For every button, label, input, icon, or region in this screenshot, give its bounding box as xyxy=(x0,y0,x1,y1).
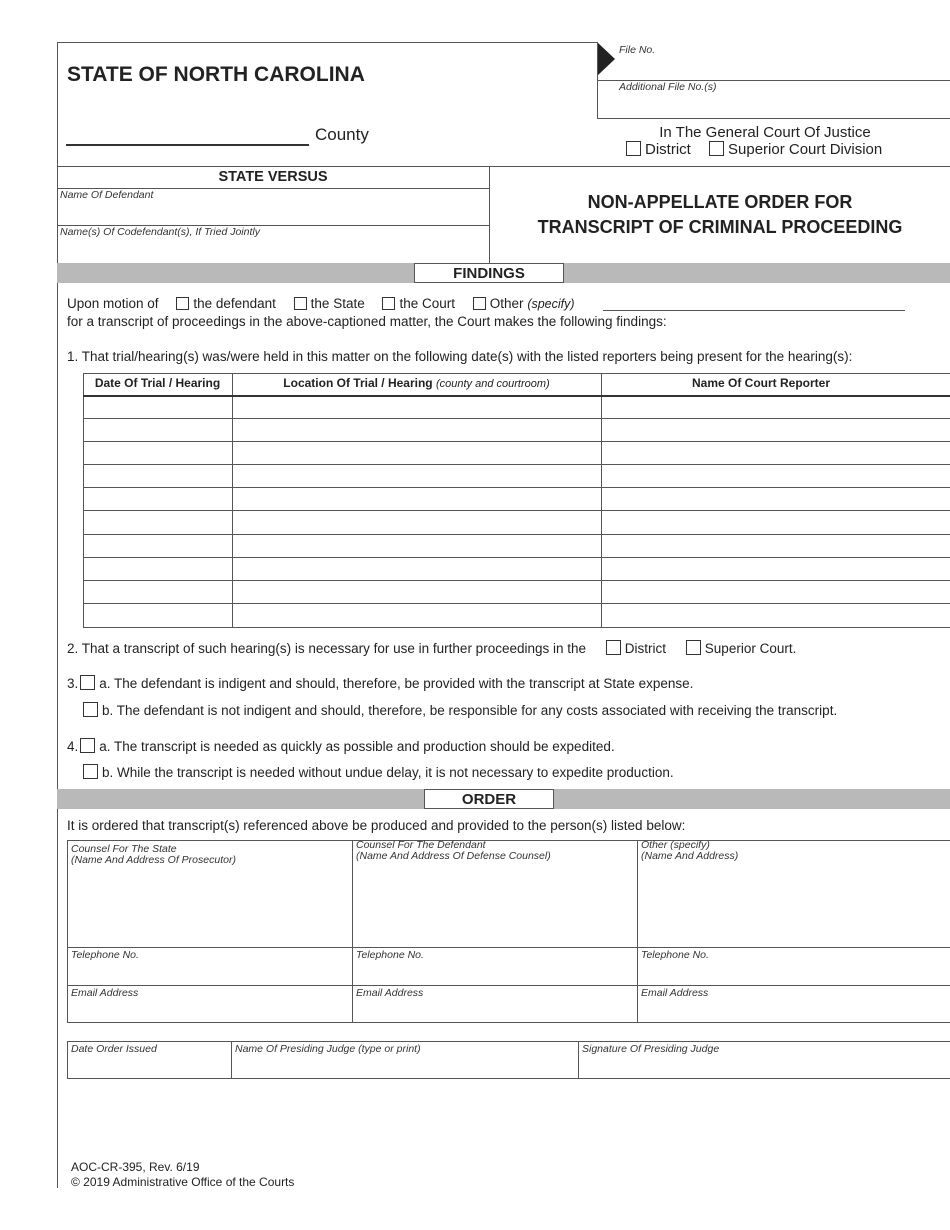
def-email-label: Email Address xyxy=(356,987,424,999)
judge-signature-field[interactable] xyxy=(581,1057,941,1076)
date-issued-field[interactable] xyxy=(70,1057,228,1076)
table-row[interactable] xyxy=(83,603,950,604)
def-email-field[interactable] xyxy=(355,1001,633,1020)
motion-court-checkbox[interactable] xyxy=(382,297,395,310)
finding-4b-checkbox[interactable] xyxy=(83,764,98,779)
state-counsel-address-field[interactable] xyxy=(70,868,348,944)
motion-other-specify: (specify) xyxy=(527,297,575,311)
motion-court-label: the Court xyxy=(399,296,456,311)
file-marker-icon xyxy=(597,42,615,76)
finding-2-text: 2. That a transcript of such hearing(s) is necessary for use in further proceedings in the xyxy=(67,641,587,656)
table-row[interactable] xyxy=(83,510,950,511)
signature-bottom-line xyxy=(67,1078,950,1079)
finding-1: 1. That trial/hearing(s) was/were held in this matter on the following date(s) with the listed reporters being present for the hearing(s): xyxy=(67,349,853,364)
copyright: © 2019 Administrative Office of the Courts xyxy=(71,1175,295,1189)
motion-other-label: Other xyxy=(489,296,524,311)
def-counsel-label-1: Counsel For The Defendant xyxy=(356,839,486,851)
finding-4a-checkbox[interactable] xyxy=(80,738,95,753)
finding-2-superior-label: Superior Court. xyxy=(704,641,797,656)
state-title: STATE OF NORTH CAROLINA xyxy=(67,63,365,86)
form-title-line1: NON-APPELLATE ORDER FOR xyxy=(587,192,853,212)
state-counsel-label-1: Counsel For The State xyxy=(71,843,177,855)
district-checkbox[interactable] xyxy=(626,141,641,156)
col-header-location xyxy=(232,376,601,390)
defendant-name-field[interactable] xyxy=(60,203,480,223)
motion-other-checkbox[interactable] xyxy=(473,297,486,310)
table-row[interactable] xyxy=(83,418,950,419)
recipients-col-divider-1 xyxy=(352,840,353,1022)
caption-top-line xyxy=(57,166,950,167)
other-telephone-field[interactable] xyxy=(640,963,940,983)
order-intro: It is ordered that transcript(s) referenced above be produced and provided to the person(s) listed below: xyxy=(67,818,686,833)
court-title: In The General Court Of Justice xyxy=(659,124,871,141)
codefendant-name-field[interactable] xyxy=(60,240,480,260)
other-specify-field[interactable] xyxy=(603,310,905,311)
state-telephone-label: Telephone No. xyxy=(71,949,139,961)
recipients-phone-line xyxy=(67,985,950,986)
top-border xyxy=(57,42,597,43)
court-division xyxy=(626,141,882,158)
date-issued-label: Date Order Issued xyxy=(71,1043,157,1055)
table-row[interactable] xyxy=(83,627,950,628)
judge-name-label: Name Of Presiding Judge (type or print) xyxy=(235,1043,421,1055)
other-recipient-label xyxy=(641,840,738,862)
table-top-line xyxy=(83,373,950,374)
state-versus: STATE VERSUS xyxy=(218,169,328,185)
state-email-label: Email Address xyxy=(71,987,139,999)
motion-state-label: the State xyxy=(310,296,365,311)
signature-divider-1 xyxy=(231,1041,232,1078)
col-header-location-note: (county and courtroom) xyxy=(435,378,550,390)
motion-prefix: Upon motion of xyxy=(67,296,159,311)
county-line[interactable] xyxy=(66,144,309,146)
superior-label: Superior Court Division xyxy=(728,141,883,158)
superior-checkbox[interactable] xyxy=(709,141,724,156)
finding-3b-checkbox[interactable] xyxy=(83,702,98,717)
district-label: District xyxy=(645,141,691,158)
additional-file-field[interactable] xyxy=(619,95,929,115)
recipients-address-line xyxy=(67,947,950,948)
signature-divider-2 xyxy=(578,1041,579,1078)
findings-heading: FINDINGS xyxy=(414,263,564,283)
table-col-date-divider xyxy=(232,373,233,627)
recipients-col-divider-2 xyxy=(637,840,638,1022)
finding-2-superior-checkbox[interactable] xyxy=(686,640,701,655)
other-recipient-label-2: (Name And Address) xyxy=(641,850,739,862)
form-title-line2: TRANSCRIPT OF CRIMINAL PROCEEDING xyxy=(537,217,903,237)
motion-defendant-label: the defendant xyxy=(193,296,276,311)
signature-left-line xyxy=(67,1041,68,1078)
motion-line xyxy=(67,296,575,311)
state-counsel-label xyxy=(71,844,236,866)
other-recipient-label-1: Other (specify) xyxy=(641,839,710,851)
motion-defendant-checkbox[interactable] xyxy=(176,297,189,310)
finding-2-district-label: District xyxy=(624,641,667,656)
table-row[interactable] xyxy=(83,580,950,581)
recipients-email-line xyxy=(67,1022,950,1023)
finding-4b-text: b. While the transcript is needed without undue delay, it is not necessary to expedite production. xyxy=(102,765,674,780)
finding-3b-text: b. The defendant is not indigent and should, therefore, be responsible for any costs associated with receiving the transcript. xyxy=(102,703,838,718)
state-telephone-field[interactable] xyxy=(70,963,348,983)
col-header-location-text: Location Of Trial / Hearing xyxy=(283,376,433,390)
judge-name-field[interactable] xyxy=(234,1057,574,1076)
order-heading: ORDER xyxy=(424,789,554,809)
file-no-field[interactable] xyxy=(619,58,929,78)
finding-2 xyxy=(67,640,796,656)
other-telephone-label: Telephone No. xyxy=(641,949,709,961)
state-counsel-label-2: (Name And Address Of Prosecutor) xyxy=(71,854,236,866)
table-row[interactable] xyxy=(83,464,950,465)
left-border xyxy=(57,42,58,1188)
table-col-location-divider xyxy=(601,373,602,627)
signature-top-line xyxy=(67,1041,950,1042)
finding-4a-text: a. The transcript is needed as quickly as possible and production should be expedited. xyxy=(99,739,615,754)
finding-4-prefix: 4. xyxy=(67,739,79,754)
table-row[interactable] xyxy=(83,534,950,535)
county-label: County xyxy=(315,125,369,144)
def-counsel-address-field[interactable] xyxy=(355,868,633,944)
def-counsel-label-2: (Name And Address Of Defense Counsel) xyxy=(356,850,551,862)
table-row[interactable] xyxy=(83,557,950,558)
recipients-left-line xyxy=(67,840,68,1022)
finding-3-prefix: 3. xyxy=(67,676,79,691)
finding-3a-checkbox[interactable] xyxy=(80,675,95,690)
table-row[interactable] xyxy=(83,487,950,488)
motion-state-checkbox[interactable] xyxy=(294,297,307,310)
col-header-date: Date Of Trial / Hearing xyxy=(94,376,221,390)
table-row[interactable] xyxy=(83,395,950,397)
finding-3b xyxy=(83,702,837,718)
table-row[interactable] xyxy=(83,441,950,442)
finding-2-district-checkbox[interactable] xyxy=(606,640,621,655)
def-telephone-label: Telephone No. xyxy=(356,949,424,961)
judge-signature-label: Signature Of Presiding Judge xyxy=(582,1043,720,1055)
finding-4b xyxy=(83,764,674,780)
def-telephone-field[interactable] xyxy=(355,963,633,983)
finding-3a xyxy=(67,675,693,691)
state-email-field[interactable] xyxy=(70,1001,348,1020)
other-email-label: Email Address xyxy=(641,987,709,999)
file-box-bottom xyxy=(597,118,950,119)
codefendant-label: Name(s) Of Codefendant(s), If Tried Jointly xyxy=(60,226,260,238)
footer xyxy=(71,1160,294,1190)
motion-line2: for a transcript of proceedings in the above-captioned matter, the Court makes the following findings: xyxy=(67,314,667,329)
finding-3a-text: a. The defendant is indigent and should, therefore, be provided with the transcript at State expense. xyxy=(99,676,694,691)
form-title xyxy=(490,190,950,240)
additional-file-label: Additional File No.(s) xyxy=(619,81,717,93)
form-number: AOC-CR-395, Rev. 6/19 xyxy=(71,1160,200,1174)
table-col-left xyxy=(83,373,84,627)
defendant-label: Name Of Defendant xyxy=(60,189,154,201)
col-header-reporter: Name Of Court Reporter xyxy=(691,376,831,390)
file-no-label: File No. xyxy=(619,44,656,56)
def-counsel-label xyxy=(356,840,551,862)
finding-4a xyxy=(67,738,615,754)
other-email-field[interactable] xyxy=(640,1001,940,1020)
other-recipient-address-field[interactable] xyxy=(640,868,940,944)
